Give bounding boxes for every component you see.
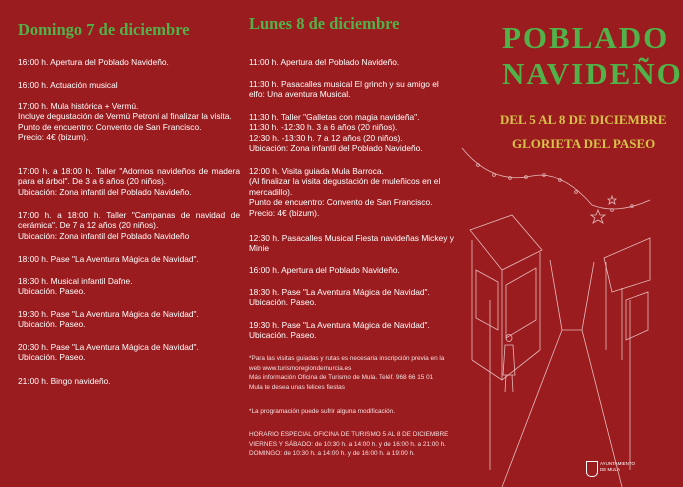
event-item: 16:00 h. Apertura del Poblado Navideño. — [249, 265, 400, 275]
logo-text: AYUNTAMIENTO DE MULA — [600, 461, 636, 472]
event-item: 11:00 h. Apertura del Poblado Navideño. — [249, 57, 400, 67]
event-item: 18:30 h. Musical infantil Dafne. Ubicación. Paseo. — [18, 276, 133, 297]
event-item: 18:00 h. Pase "La Aventura Mágica de Navidad". — [18, 254, 199, 264]
event-item: 18:30 h. Pase "La Aventura Mágica de Navidad". Ubicación. Paseo. — [249, 287, 430, 308]
event-item: 17:00 h. a 18:00 h. Taller "Campanas de navidad de cerámica". De 7 a 12 años (20 niños). Ubicación: Zona infantil del Poblado Navideño — [18, 210, 240, 241]
poster-panel — [462, 0, 683, 487]
event-item: 19:30 h. Pase "La Aventura Mágica de Navidad". Ubicación. Paseo. — [249, 320, 430, 341]
poster-title-line2: NAVIDEÑO — [502, 56, 683, 91]
event-item: 19:30 h. Pase "La Aventura Mágica de Navidad". Ubicación. Paseo. — [18, 309, 199, 330]
ayuntamiento-logo — [586, 459, 646, 481]
coat-of-arms-icon — [586, 461, 598, 477]
registration-note: *Para las visitas guiadas y rutas es necesaria inscripción previa en la web www.turismoregiondemurcia.es Más información Oficina de Turismo de Mula. Teléf. 968 66 15 01 Mula te desea unas felices fiestas — [249, 355, 445, 391]
poster-dates: DEL 5 AL 8 DE DICIEMBRE — [500, 112, 667, 127]
day-title-sunday: Domingo 7 de diciembre — [18, 20, 190, 39]
day-title-monday: Lunes 8 de diciembre — [249, 14, 400, 33]
event-item: 11:30 h. Pasacalles musical El grinch y su amigo el elfo: Una aventura Musical. — [249, 79, 439, 100]
event-item: 16:00 h. Actuación musical — [18, 80, 118, 90]
poster-title-line1: POBLADO — [502, 20, 670, 55]
event-item: 17:00 h. Mula histórica + Vermú. Incluye degustación de Vermú Petroni al finalizar la visita. Punto de encuentro: Convento de San Francisco. Precio: 4€ (bizum). — [18, 101, 232, 143]
modification-note: *La programación puede sufrir alguna modificación. — [249, 408, 396, 415]
event-item: 11:30 h. Taller "Galletas con magia navideña". 11:30 h. -12:30 h. 3 a 6 años (20 niños). 12:30 h. -13:30 h. 7 a 12 años (20 niños). Ubicación: Zona infantil del Poblado Navideño. — [249, 112, 423, 154]
event-item: 20:30 h. Pase "La Aventura Mágica de Navidad". Ubicación. Paseo. — [18, 342, 199, 363]
poster-place: GLORIETA DEL PASEO — [512, 136, 656, 151]
christmas-village-illustration — [462, 0, 650, 487]
event-item: 12:00 h. Visita guiada Mula Barroca. (Al finalizar la visita degustación de muleñicos en el mercadillo). Punto de encuentro: Convento de San Francisco. Precio: 4€ (bizum). — [249, 166, 441, 218]
event-item: 16:00 h. Apertura del Poblado Navideño. — [18, 57, 169, 67]
event-item: 12:30 h. Pasacalles Musical Fiesta navideñas Mickey y Minie — [249, 233, 454, 254]
event-item: 21:00 h. Bingo navideño. — [18, 376, 111, 386]
event-item: 17:00 h. a 18:00 h. Taller "Adornos navideños de madera para el árbol". De 3 a 6 años (20 niños). Ubicación: Zona infantil del Poblado Navideño. — [18, 166, 240, 197]
tourism-office-hours: HORARIO ESPECIAL OFICINA DE TURISMO 5 AL 8 DE DICIEMBRE VIERNES Y SÁBADO: de 10:30 h. a 14:00 h. y de 16:00 h. a 21:00 h. DOMINGO: de 10:30 h. a 14:00 h. y de 16:00 h. a 19:00 h. — [249, 431, 449, 458]
